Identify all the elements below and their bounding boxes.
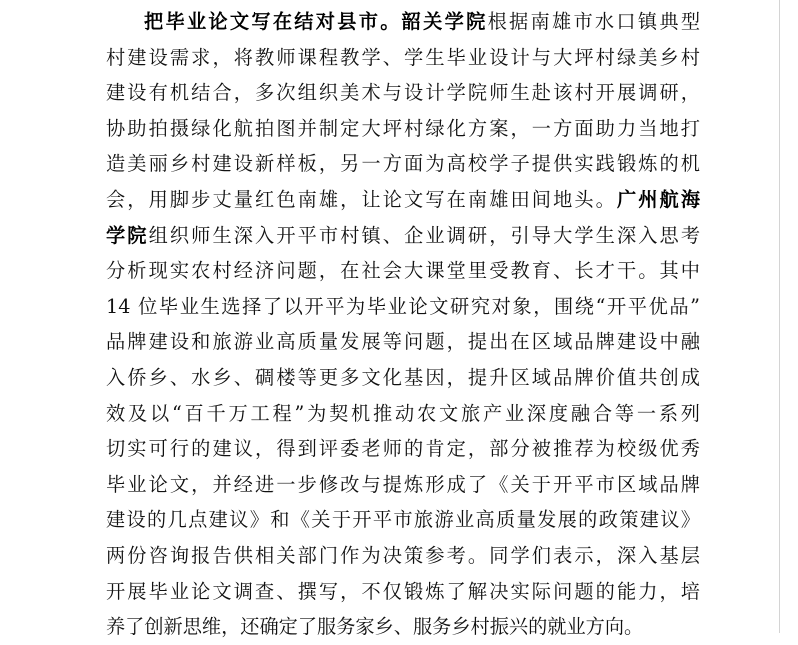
text-line — [106, 360, 700, 396]
text-line — [106, 502, 700, 538]
text-line — [106, 218, 700, 254]
text-line — [106, 609, 700, 645]
text-segment: 切实可行的建议，得到评委老师的肯定，部分被推荐为校级优秀 — [106, 437, 700, 461]
bold-text-segment: 广州航海 — [616, 187, 701, 211]
text-segment: 会，用脚步丈量红色南雄，让论文写在南雄田间地头。 — [106, 187, 617, 211]
text-segment: 入侨乡、水乡、碉楼等更多文化基因，提升区域品牌价值共创成 — [106, 365, 700, 389]
text-line — [106, 574, 700, 610]
text-segment: 养了创新思维，还确定了服务家乡、服务乡村振兴的就业方向。 — [106, 615, 644, 639]
text-segment: 品牌建设和旅游业高质量发展等问题，提出在区域品牌建设中融 — [106, 330, 700, 354]
bold-text-segment: 学院 — [106, 223, 149, 247]
text-segment: 效及以“百千万工程”为契机推动农文旅产业深度融合等一系列 — [106, 401, 700, 425]
text-line — [106, 431, 700, 467]
body-paragraph — [106, 4, 700, 645]
text-line — [106, 324, 700, 360]
text-line — [106, 467, 700, 503]
text-line — [106, 253, 700, 289]
bold-text-segment: 把毕业论文写在结对县市。 — [144, 10, 402, 33]
text-segment: 两份咨询报告供相关部门作为决策参考。同学们表示，深入基层 — [106, 543, 700, 567]
text-line — [106, 111, 700, 147]
text-line — [106, 40, 700, 76]
text-segment: 村建设需求，将教师课程教学、学生毕业设计与大坪村绿美乡村 — [106, 45, 700, 69]
text-segment: 组织师生深入开平市村镇、企业调研，引导大学生深入思考 — [148, 223, 701, 247]
page-edge-divider — [779, 0, 780, 633]
text-line — [106, 538, 700, 574]
text-line — [106, 289, 700, 325]
text-segment: 造美丽乡村建设新样板，另一方面为高校学子提供实践锻炼的机 — [106, 152, 700, 176]
text-segment: 14 位毕业生选择了以开平为毕业论文研究对象，围绕“开平优品” — [106, 294, 700, 318]
text-segment: 分析现实农村经济问题，在社会大课堂里受教育、长才干。其中 — [106, 259, 700, 283]
text-line — [106, 75, 700, 111]
text-segment: 协助拍摄绿化航拍图并制定大坪村绿化方案，一方面助力当地打 — [106, 116, 700, 140]
text-line — [106, 182, 700, 218]
text-segment: 根据南雄市水口镇典型 — [487, 10, 701, 33]
text-segment: 毕业论文，并经进一步修改与提炼形成了《关于开平市区域品牌 — [106, 472, 700, 496]
bold-text-segment: 韶关学院 — [401, 10, 488, 33]
text-line — [106, 396, 700, 432]
text-segment: 建设有机结合，多次组织美术与设计学院师生赴该村开展调研， — [106, 81, 700, 105]
text-line — [106, 4, 700, 40]
text-segment: 建设的几点建议》和《关于开平市旅游业高质量发展的政策建议》 — [106, 508, 700, 532]
text-line — [106, 146, 700, 182]
text-segment: 开展毕业论文调查、撰写，不仅锻炼了解决实际问题的能力，培 — [106, 579, 700, 603]
